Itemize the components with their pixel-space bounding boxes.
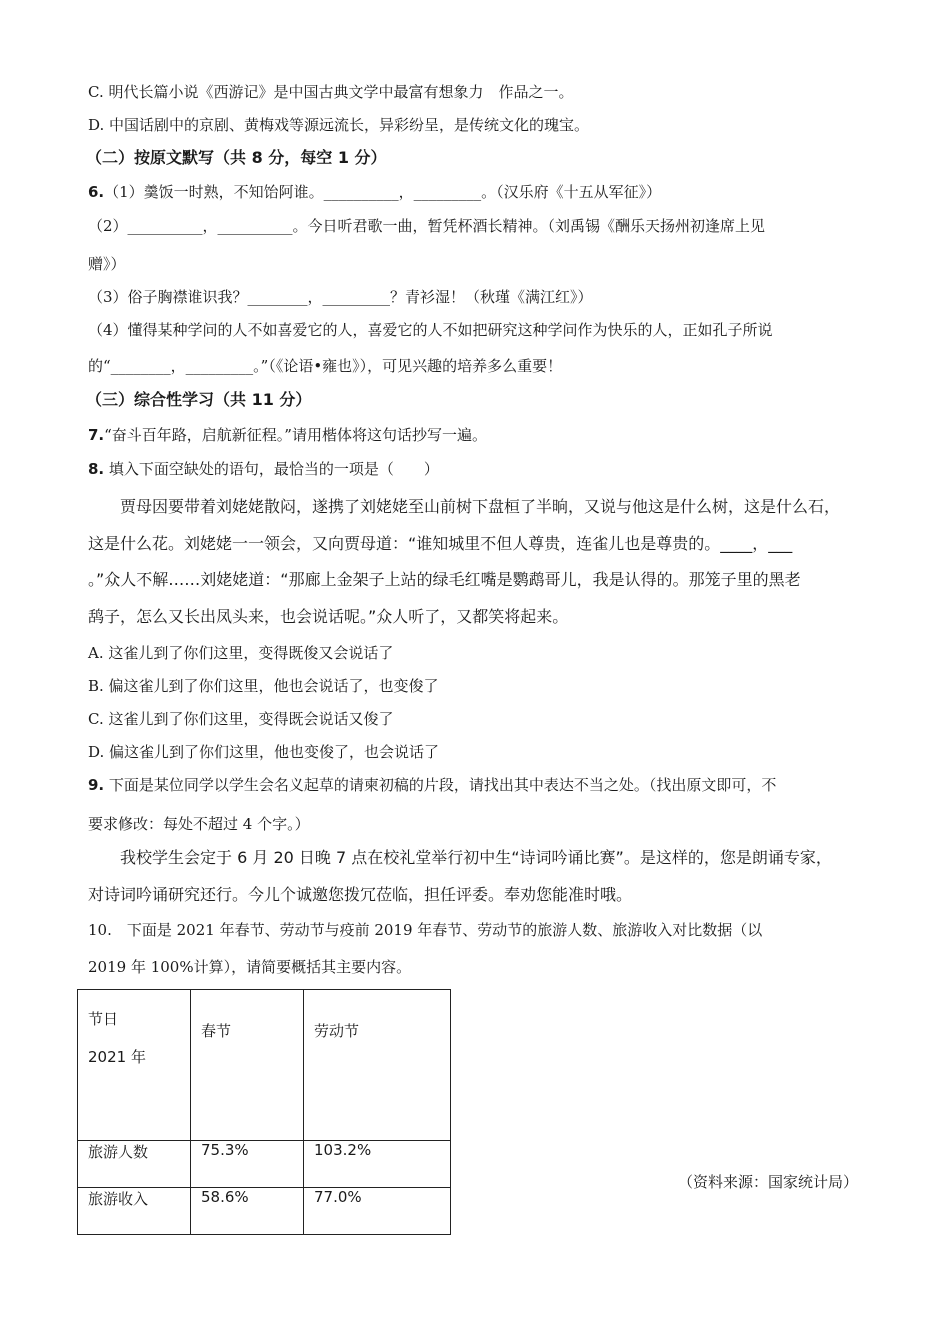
q6-part-4a: （4）懂得某种学问的人不如喜爱它的人，喜爱它的人不如把研究这种学问作为快乐的人，正如孔子所说 xyxy=(88,321,773,339)
q6-part-3: （3）俗子胸襟谁识我？________，_________？青衫湿！（秋瑾《满江红》） xyxy=(88,288,593,306)
q8-passage-2: 这是什么花。刘姥姥一一领会，又向贾母道：“谁知城里不但人尊贵，连雀儿也是尊贵的。____，___ xyxy=(88,534,793,553)
data-source: （资料来源：国家统计局） xyxy=(677,1173,858,1191)
q9-line-1 xyxy=(88,775,776,795)
header-labor: 劳动节 xyxy=(304,990,451,1141)
q8-option-d: D. 偏这雀儿到了你们这里，他也变俊了，也会说话了 xyxy=(88,743,440,761)
tourism-table xyxy=(77,989,451,1235)
cell-spring: 75.3% xyxy=(191,1141,304,1188)
q8-passage-4: 鸹子，怎么又长出凤头来，也会说话呢。”众人听了，又都笑将起来。 xyxy=(88,607,569,626)
q9-passage-1: 我校学生会定于 6 月 20 日晚 7 点在校礼堂举行初中生“诗词吟诵比赛”。是这样的，您是朗诵专家， xyxy=(120,848,832,867)
section-3-title: （三）综合性学习（共 11 分） xyxy=(86,390,312,409)
header-holiday: 节日 xyxy=(88,1010,119,1028)
row-label: 旅游收入 xyxy=(78,1188,191,1235)
table-row xyxy=(78,1141,451,1188)
q6-number: 6. xyxy=(88,183,105,201)
header-year: 2021 年 xyxy=(88,1048,146,1066)
q6-part-2b: 赠》） xyxy=(88,255,126,273)
section-2-title: （二）按原文默写（共 8 分，每空 1 分） xyxy=(86,148,387,167)
cell-labor: 103.2% xyxy=(304,1141,451,1188)
q6-part-1: （1）羹饭一时熟，不知饴阿谁。__________，_________。（汉乐府《十五从军征》） xyxy=(104,183,662,201)
q8-passage-3: 。”众人不解……刘姥姥道：“那廊上金架子上站的绿毛红嘴是鹦鹉哥儿，我是认得的。那笼子里的黑老 xyxy=(88,570,801,589)
q10-text-a: 10. 下面是 2021 年春节、劳动节与疫前 2019 年春节、劳动节的旅游人数、旅游收入对比数据（以 xyxy=(88,921,763,939)
q7-number: 7. xyxy=(88,426,105,444)
q8-number: 8. xyxy=(88,460,105,478)
q8-text: 填入下面空缺处的语句，最恰当的一项是（ ） xyxy=(108,460,439,478)
q7-text: “奋斗百年路，启航新征程。”请用楷体将这句话抄写一遍。 xyxy=(104,426,487,444)
q8-option-c: C. 这雀儿到了你们这里，变得既会说话又俊了 xyxy=(88,710,394,728)
q6-part-2a: （2）__________，__________。今日听君歌一曲，暂凭杯酒长精神。（刘禹锡《酬乐天扬州初逢席上见 xyxy=(88,217,766,235)
q8-passage-1: 贾母因要带着刘姥姥散闷，遂携了刘姥姥至山前树下盘桓了半晌，又说与他这是什么树，这是什么石， xyxy=(120,497,841,516)
header-spring: 春节 xyxy=(191,990,304,1141)
q6-part-4b: 的“________，_________。”（《论语•雍也》），可见兴趣的培养多么重要！ xyxy=(88,357,563,375)
option-c: C. 明代长篇小说《西游记》是中国古典文学中最富有想象力 作品之一。 xyxy=(88,83,574,101)
q9-text-a: 下面是某位同学以学生会名义起草的请柬初稿的片段，请找出其中表达不当之处。（找出原文即可，不 xyxy=(108,776,777,794)
q8-option-a: A. 这雀儿到了你们这里，变得既俊又会说话了 xyxy=(88,644,394,662)
q10-text-b: 2019 年 100%计算），请简要概括其主要内容。 xyxy=(88,958,412,976)
q6-line-1 xyxy=(88,182,661,202)
row-label: 旅游人数 xyxy=(78,1141,191,1188)
cell-labor: 77.0% xyxy=(304,1188,451,1235)
q9-number: 9. xyxy=(88,776,105,794)
q7-line xyxy=(88,425,487,445)
cell-spring: 58.6% xyxy=(191,1188,304,1235)
table-row xyxy=(78,1188,451,1235)
option-d: D. 中国话剧中的京剧、黄梅戏等源远流长，异彩纷呈，是传统文化的瑰宝。 xyxy=(88,116,590,134)
q9-passage-2: 对诗词吟诵研究还行。今儿个诚邀您拨冗莅临，担任评委。奉劝您能准时哦。 xyxy=(88,885,633,904)
q8-option-b: B. 偏这雀儿到了你们这里，他也会说话了，也变俊了 xyxy=(88,677,439,695)
table-corner-header xyxy=(78,990,191,1141)
q9-text-b: 要求修改：每处不超过 4 个字。） xyxy=(88,815,310,833)
table-header-row xyxy=(78,990,451,1141)
q8-line xyxy=(88,459,439,479)
